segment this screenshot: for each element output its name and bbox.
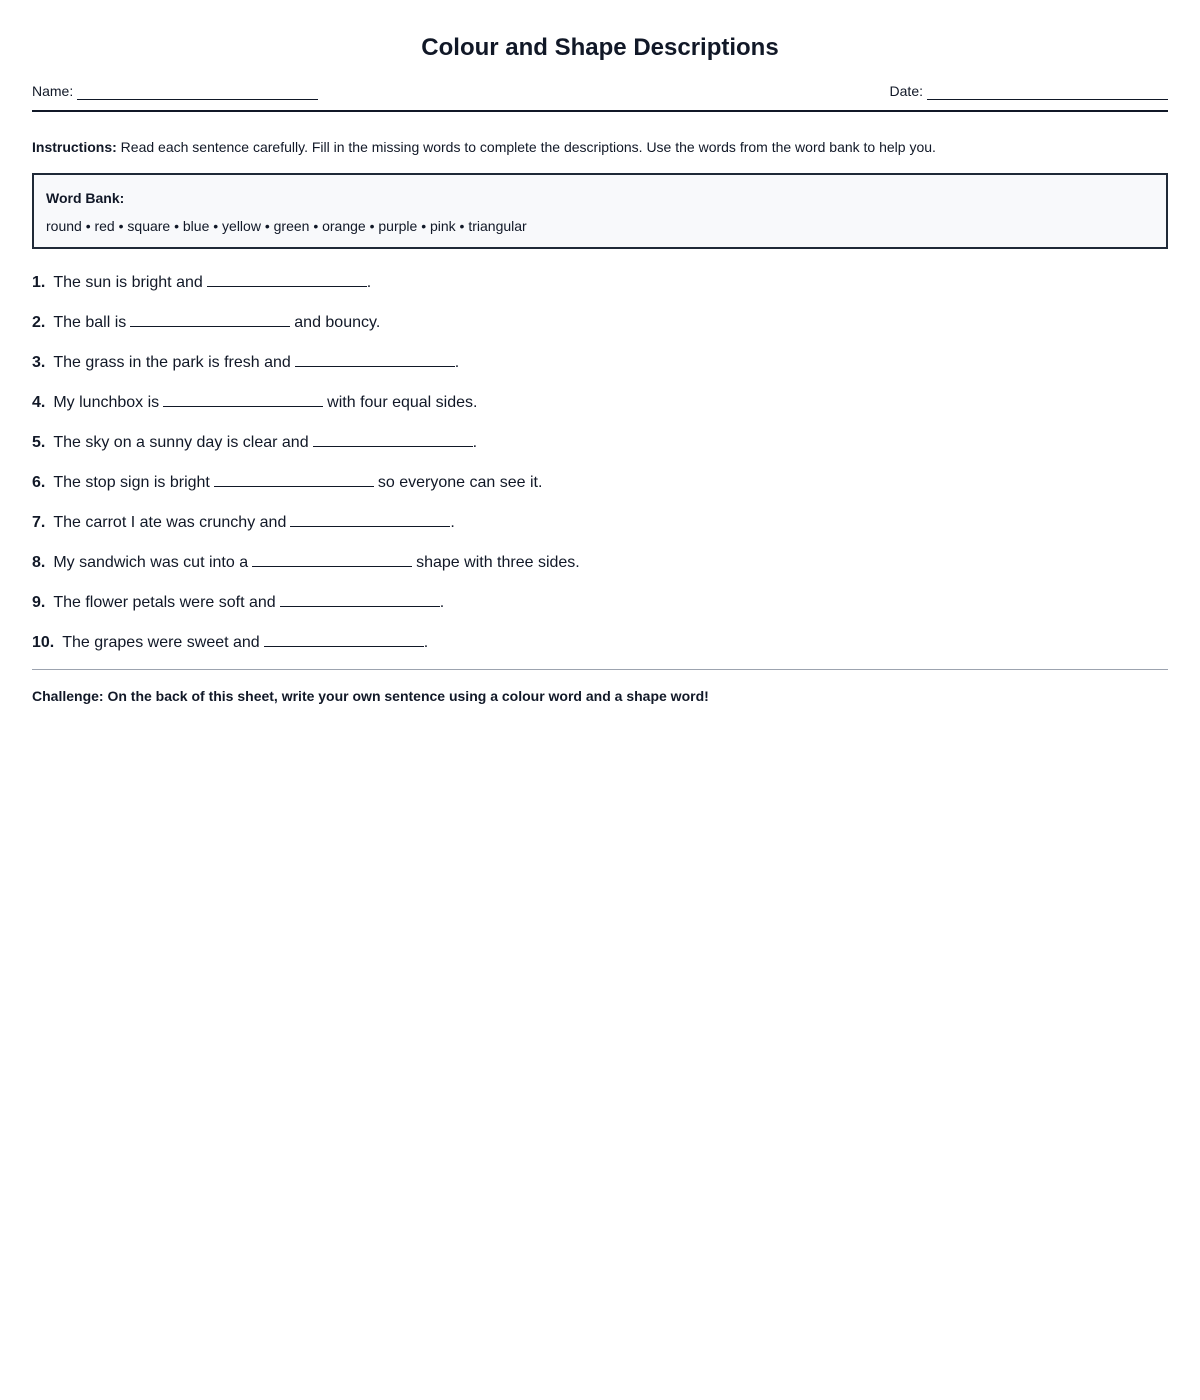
date-blank-line[interactable] <box>927 83 1168 100</box>
question-text-after: . <box>450 514 455 531</box>
answer-blank[interactable] <box>295 349 455 367</box>
question-text-before: My sandwich was cut into a <box>53 554 249 571</box>
question-text-before: The sky on a sunny day is clear and <box>53 434 309 451</box>
question-text-before: My lunchbox is <box>53 394 160 411</box>
name-blank-line[interactable] <box>77 83 318 100</box>
answer-blank[interactable] <box>264 629 424 647</box>
question-number: 1. <box>32 274 46 291</box>
question-list <box>32 269 1168 651</box>
question-number: 7. <box>32 514 46 531</box>
answer-blank[interactable] <box>252 549 412 567</box>
question-text-after: . <box>366 274 372 291</box>
question-text-after: . <box>423 634 429 651</box>
answer-blank[interactable] <box>313 429 473 447</box>
question-2 <box>32 309 1168 331</box>
answer-blank[interactable] <box>163 389 323 407</box>
question-5 <box>32 429 1168 451</box>
question-text-after: so everyone can see it. <box>377 474 543 491</box>
date-field <box>890 82 1168 100</box>
question-number: 2. <box>32 314 46 331</box>
question-number: 5. <box>32 434 46 451</box>
section-divider <box>32 669 1168 670</box>
question-text-before: The sun is bright and <box>53 274 203 291</box>
page-title: Colour and Shape Descriptions <box>421 34 779 61</box>
word-bank <box>32 173 1168 249</box>
instructions-label: Instructions: <box>32 139 117 155</box>
question-6 <box>32 469 1168 491</box>
answer-blank[interactable] <box>290 509 450 527</box>
question-text-after: with four equal sides. <box>327 394 478 411</box>
question-4 <box>32 389 1168 411</box>
question-text-before: The stop sign is bright <box>53 474 210 491</box>
name-field <box>32 82 318 100</box>
question-7 <box>32 509 1168 531</box>
question-text-after: . <box>454 354 460 371</box>
question-text-before: The ball is <box>53 314 127 331</box>
question-text-before: The carrot I ate was crunchy and <box>53 514 287 531</box>
word-bank-words: round • red • square • blue • yellow • green • orange • purple • pink • triangular <box>46 218 527 234</box>
question-text-after: . <box>439 594 445 611</box>
question-8 <box>32 549 1168 571</box>
question-text-before: The grass in the park is fresh and <box>53 354 291 371</box>
instructions-text: Read each sentence carefully. Fill in the missing words to complete the descriptions. Use the words from the word bank to help you. <box>116 139 936 155</box>
answer-blank[interactable] <box>214 469 374 487</box>
question-1 <box>32 269 1168 291</box>
question-number: 10. <box>32 634 55 651</box>
answer-blank[interactable] <box>207 269 367 287</box>
word-bank-title: Word Bank: <box>46 190 125 206</box>
instructions <box>32 138 1168 156</box>
question-text-before: The flower petals were soft and <box>53 594 276 611</box>
question-3 <box>32 349 1168 371</box>
answer-blank[interactable] <box>130 309 290 327</box>
question-text-after: . <box>472 434 478 451</box>
answer-blank[interactable] <box>280 589 440 607</box>
name-label: Name: <box>32 83 74 99</box>
question-text-after: and bouncy. <box>294 314 381 331</box>
question-text-before: The grapes were sweet and <box>62 634 260 651</box>
question-number: 8. <box>32 554 46 571</box>
question-number: 6. <box>32 474 46 491</box>
question-10 <box>32 629 1168 651</box>
challenge-text: Challenge: On the back of this sheet, write your own sentence using a colour word and a shape word! <box>32 688 709 704</box>
question-text-after: shape with three sides. <box>416 554 580 571</box>
name-date-row <box>32 82 1168 112</box>
question-number: 9. <box>32 594 46 611</box>
question-number: 3. <box>32 354 46 371</box>
question-9 <box>32 589 1168 611</box>
question-number: 4. <box>32 394 46 411</box>
date-label: Date: <box>889 83 923 99</box>
